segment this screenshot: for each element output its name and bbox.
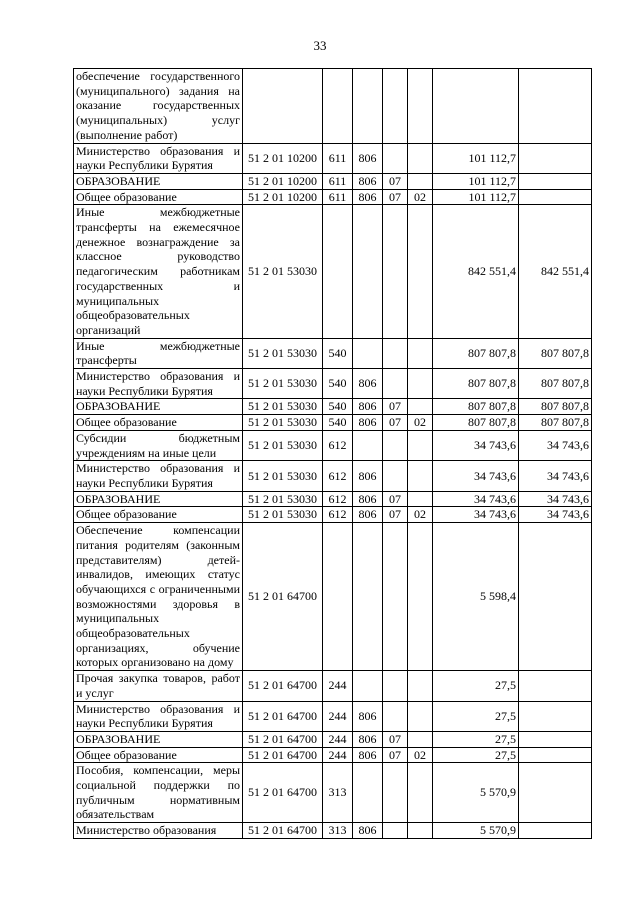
row-name-text: Министерство образования и науки Республики Бурятия [76, 701, 240, 731]
row-amount-1-text: 5 570,9 [480, 785, 516, 800]
row-name-cell [74, 671, 243, 701]
row-name-text: Обеспечение компенсации питания родителям (законным представителям) детей-инвалидов, имеющих статус обучающихся с ограниченными возможностями здоровья в муниципальных общеобразовательных организациях, обучение которых организовано на дому [76, 523, 240, 670]
row-name-text: ОБРАЗОВАНИЕ [76, 399, 161, 414]
row-amount-2-text: 842 551,4 [541, 264, 589, 279]
row-amount-1-text: 34 743,6 [474, 491, 516, 506]
budget-table-body [74, 69, 592, 839]
row-section-cell [383, 823, 408, 839]
row-amount-2-cell [519, 763, 592, 823]
row-code-cell [243, 701, 323, 731]
row-code-cell [243, 461, 323, 491]
row-code-cell [243, 523, 323, 671]
row-department-text: 806 [358, 491, 377, 506]
row-amount-1-cell [433, 430, 519, 460]
row-amount-1-cell [433, 507, 519, 523]
row-expense-type-cell [323, 173, 353, 189]
row-amount-1-text: 807 807,8 [468, 399, 516, 414]
table-row [74, 763, 592, 823]
table-row [74, 671, 592, 701]
row-name-cell [74, 205, 243, 338]
row-expense-type-cell [323, 430, 353, 460]
row-expense-type-cell [323, 701, 353, 731]
row-amount-2-text: 807 807,8 [541, 399, 589, 414]
row-expense-type-text: 313 [328, 823, 347, 838]
row-subsection-cell [408, 189, 433, 205]
row-name-text: Иные межбюджетные трансферты [76, 338, 240, 368]
row-subsection-cell [408, 69, 433, 144]
row-amount-1-text: 101 112,7 [468, 173, 516, 188]
row-subsection-cell [408, 701, 433, 731]
row-amount-1-cell [433, 461, 519, 491]
row-amount-2-cell [519, 671, 592, 701]
row-department-text: 806 [358, 468, 377, 483]
row-expense-type-cell [323, 747, 353, 763]
row-name-cell [74, 369, 243, 399]
row-code-cell [243, 69, 323, 144]
row-subsection-cell [408, 461, 433, 491]
row-expense-type-cell [323, 823, 353, 839]
row-code-cell [243, 415, 323, 431]
table-row [74, 461, 592, 491]
row-amount-1-text: 27,5 [495, 678, 516, 693]
row-subsection-cell [408, 671, 433, 701]
table-row [74, 823, 592, 839]
row-name-cell [74, 701, 243, 731]
row-expense-type-text: 244 [328, 708, 347, 723]
row-subsection-cell [408, 430, 433, 460]
row-department-text: 806 [358, 399, 377, 414]
row-name-cell [74, 747, 243, 763]
row-name-text: ОБРАЗОВАНИЕ [76, 491, 161, 506]
row-amount-2-text: 34 743,6 [547, 491, 589, 506]
row-department-cell [353, 189, 383, 205]
row-expense-type-text: 612 [328, 491, 347, 506]
row-expense-type-cell [323, 189, 353, 205]
row-name-text: ОБРАЗОВАНИЕ [76, 731, 161, 746]
row-expense-type-cell [323, 507, 353, 523]
row-amount-2-cell [519, 369, 592, 399]
row-expense-type-cell [323, 491, 353, 507]
table-row [74, 415, 592, 431]
row-amount-1-cell [433, 671, 519, 701]
row-name-text: Министерство образования [76, 823, 217, 838]
row-expense-type-cell [323, 731, 353, 747]
row-name-cell [74, 461, 243, 491]
row-department-cell [353, 701, 383, 731]
row-expense-type-cell [323, 461, 353, 491]
row-department-text: 806 [358, 507, 377, 522]
row-section-text: 07 [389, 399, 401, 414]
row-amount-2-text: 807 807,8 [541, 346, 589, 360]
row-amount-2-text: 807 807,8 [541, 415, 589, 430]
row-section-cell [383, 523, 408, 671]
row-section-cell [383, 189, 408, 205]
row-department-text: 806 [358, 823, 377, 838]
row-code-text: 51 2 01 53030 [248, 376, 317, 391]
row-department-cell [353, 338, 383, 368]
row-code-cell [243, 507, 323, 523]
row-code-text: 51 2 01 53030 [248, 399, 317, 414]
row-name-cell [74, 399, 243, 415]
row-code-text: 51 2 01 64700 [248, 678, 317, 693]
row-code-text: 51 2 01 53030 [248, 491, 317, 506]
row-code-text: 51 2 01 64700 [248, 589, 317, 604]
row-department-text: 806 [358, 747, 377, 762]
row-amount-1-text: 34 743,6 [474, 468, 516, 483]
row-expense-type-text: 244 [328, 678, 347, 693]
row-expense-type-text: 611 [328, 173, 347, 188]
row-name-text: Общее образование [76, 747, 177, 762]
row-amount-2-text: 34 743,6 [547, 438, 589, 453]
row-section-cell [383, 430, 408, 460]
row-department-cell [353, 671, 383, 701]
row-expense-type-cell [323, 69, 353, 144]
row-section-cell [383, 671, 408, 701]
row-subsection-cell [408, 823, 433, 839]
row-amount-2-cell [519, 731, 592, 747]
row-code-cell [243, 747, 323, 763]
row-amount-1-cell [433, 491, 519, 507]
row-name-text: ОБРАЗОВАНИЕ [76, 173, 161, 188]
row-name-cell [74, 173, 243, 189]
row-amount-1-text: 34 743,6 [474, 438, 516, 453]
row-department-cell [353, 507, 383, 523]
row-code-text: 51 2 01 53030 [248, 438, 317, 453]
row-name-text: Министерство образования и науки Республики Бурятия [76, 369, 240, 398]
table-row [74, 338, 592, 368]
table-row [74, 491, 592, 507]
row-expense-type-cell [323, 763, 353, 823]
row-amount-1-cell [433, 69, 519, 144]
page-number: 33 [313, 38, 327, 53]
row-expense-type-text: 244 [328, 731, 347, 746]
row-amount-1-cell [433, 763, 519, 823]
row-name-text: обеспечение государственного (муниципального) задания на оказание государственных (муниципальных) услуг (выполнение работ) [76, 69, 240, 142]
row-code-text: 51 2 01 64700 [248, 708, 317, 723]
row-amount-1-cell [433, 205, 519, 338]
table-row [74, 747, 592, 763]
row-department-text: 806 [358, 376, 377, 391]
row-expense-type-text: 611 [328, 189, 347, 204]
row-code-cell [243, 369, 323, 399]
row-department-text: 806 [358, 173, 377, 188]
row-subsection-cell [408, 731, 433, 747]
row-name-cell [74, 731, 243, 747]
row-code-text: 51 2 01 64700 [248, 731, 317, 746]
row-amount-2-cell [519, 189, 592, 205]
row-expense-type-text: 612 [328, 507, 347, 522]
row-name-cell [74, 507, 243, 523]
row-section-cell [383, 731, 408, 747]
row-name-cell [74, 143, 243, 173]
row-name-cell [74, 763, 243, 823]
row-amount-1-text: 807 807,8 [468, 415, 516, 430]
row-department-cell [353, 430, 383, 460]
row-section-text: 07 [389, 491, 401, 506]
row-amount-2-cell [519, 69, 592, 144]
row-amount-2-cell [519, 701, 592, 731]
row-code-cell [243, 173, 323, 189]
row-amount-2-text: 34 743,6 [547, 468, 589, 483]
row-section-cell [383, 369, 408, 399]
row-code-text: 51 2 01 10200 [248, 189, 317, 204]
row-department-cell [353, 143, 383, 173]
row-expense-type-cell [323, 671, 353, 701]
row-code-text: 51 2 01 53030 [248, 346, 317, 360]
row-amount-1-cell [433, 369, 519, 399]
row-code-text: 51 2 01 10200 [248, 150, 317, 165]
budget-table [73, 68, 592, 839]
row-code-cell [243, 763, 323, 823]
row-amount-1-cell [433, 415, 519, 431]
row-name-cell [74, 338, 243, 368]
row-expense-type-cell [323, 415, 353, 431]
row-amount-1-text: 807 807,8 [468, 376, 516, 391]
row-amount-2-cell [519, 747, 592, 763]
row-amount-1-text: 101 112,7 [468, 189, 516, 204]
row-name-text: Субсидии бюджетным учреждениям на иные цели [76, 430, 240, 460]
row-name-text: Иные межбюджетные трансферты на ежемесячное денежное вознаграждение за классное руководство педагогическим работникам государственных и муниципальных общеобразовательных организаций [76, 205, 240, 337]
row-amount-1-cell [433, 747, 519, 763]
row-code-text: 51 2 01 10200 [248, 173, 317, 188]
row-amount-2-text: 807 807,8 [541, 376, 589, 391]
row-name-cell [74, 430, 243, 460]
row-department-text: 806 [358, 415, 377, 430]
table-row [74, 369, 592, 399]
row-amount-2-cell [519, 415, 592, 431]
row-section-cell [383, 491, 408, 507]
table-row [74, 189, 592, 205]
row-amount-1-text: 807 807,8 [468, 346, 516, 360]
row-amount-2-cell [519, 143, 592, 173]
row-amount-2-cell [519, 491, 592, 507]
row-section-cell [383, 415, 408, 431]
row-amount-1-text: 27,5 [495, 747, 516, 762]
row-amount-2-cell [519, 823, 592, 839]
row-amount-2-cell [519, 523, 592, 671]
row-name-cell [74, 189, 243, 205]
row-expense-type-text: 540 [328, 415, 347, 430]
row-section-cell [383, 143, 408, 173]
row-code-text: 51 2 01 53030 [248, 264, 317, 279]
row-amount-2-cell [519, 205, 592, 338]
row-subsection-cell [408, 491, 433, 507]
row-amount-2-cell [519, 461, 592, 491]
row-amount-2-cell [519, 507, 592, 523]
row-section-cell [383, 763, 408, 823]
row-amount-2-cell [519, 399, 592, 415]
row-code-text: 51 2 01 64700 [248, 747, 317, 762]
row-name-text: Общее образование [76, 189, 177, 204]
row-amount-1-text: 27,5 [495, 708, 516, 723]
row-expense-type-text: 540 [328, 346, 347, 360]
row-amount-1-cell [433, 701, 519, 731]
row-section-text: 07 [389, 173, 401, 188]
row-amount-2-text: 34 743,6 [547, 507, 589, 522]
row-section-text: 07 [389, 507, 401, 522]
row-department-text: 806 [358, 731, 377, 746]
row-expense-type-text: 540 [328, 376, 347, 391]
row-section-cell [383, 338, 408, 368]
row-expense-type-text: 313 [328, 785, 347, 800]
row-subsection-cell [408, 338, 433, 368]
row-amount-1-cell [433, 731, 519, 747]
row-department-cell [353, 747, 383, 763]
table-row [74, 205, 592, 338]
row-code-cell [243, 399, 323, 415]
row-expense-type-cell [323, 143, 353, 173]
row-department-text: 806 [358, 189, 377, 204]
row-section-cell [383, 747, 408, 763]
row-department-cell [353, 205, 383, 338]
row-subsection-cell [408, 143, 433, 173]
row-code-text: 51 2 01 53030 [248, 415, 317, 430]
row-section-cell [383, 507, 408, 523]
row-subsection-text: 02 [414, 507, 426, 522]
row-expense-type-cell [323, 205, 353, 338]
row-department-cell [353, 523, 383, 671]
row-amount-1-text: 5 570,9 [480, 823, 516, 838]
row-code-cell [243, 205, 323, 338]
row-code-cell [243, 671, 323, 701]
row-code-cell [243, 143, 323, 173]
row-amount-1-cell [433, 823, 519, 839]
row-section-cell [383, 205, 408, 338]
row-name-cell [74, 523, 243, 671]
row-code-text: 51 2 01 53030 [248, 468, 317, 483]
row-section-text: 07 [389, 747, 401, 762]
row-department-text: 806 [358, 150, 377, 165]
row-section-cell [383, 701, 408, 731]
row-code-text: 51 2 01 64700 [248, 785, 317, 800]
row-amount-1-text: 101 112,7 [468, 150, 516, 165]
row-department-cell [353, 69, 383, 144]
table-row [74, 731, 592, 747]
row-subsection-cell [408, 205, 433, 338]
row-subsection-cell [408, 747, 433, 763]
row-amount-1-text: 34 743,6 [474, 507, 516, 522]
row-amount-2-cell [519, 430, 592, 460]
row-subsection-text: 02 [414, 189, 426, 204]
row-code-cell [243, 430, 323, 460]
row-expense-type-text: 244 [328, 747, 347, 762]
row-amount-2-cell [519, 338, 592, 368]
row-code-cell [243, 338, 323, 368]
row-amount-1-text: 5 598,4 [480, 589, 516, 604]
row-amount-1-text: 842 551,4 [468, 264, 516, 279]
row-code-cell [243, 491, 323, 507]
row-section-cell [383, 69, 408, 144]
row-expense-type-cell [323, 523, 353, 671]
row-name-text: Общее образование [76, 415, 177, 430]
row-department-cell [353, 173, 383, 189]
row-name-cell [74, 491, 243, 507]
row-subsection-cell [408, 523, 433, 671]
row-subsection-cell [408, 369, 433, 399]
row-section-text: 07 [389, 415, 401, 430]
row-code-cell [243, 189, 323, 205]
row-subsection-cell [408, 415, 433, 431]
table-row [74, 399, 592, 415]
table-row [74, 523, 592, 671]
row-amount-2-cell [519, 173, 592, 189]
row-name-cell [74, 415, 243, 431]
row-name-cell [74, 69, 243, 144]
row-expense-type-text: 612 [328, 438, 347, 453]
row-section-cell [383, 173, 408, 189]
row-expense-type-text: 612 [328, 468, 347, 483]
row-section-cell [383, 399, 408, 415]
row-department-cell [353, 823, 383, 839]
row-amount-1-cell [433, 189, 519, 205]
row-expense-type-cell [323, 399, 353, 415]
table-row [74, 69, 592, 144]
row-name-text: Министерство образования и науки Республики Бурятия [76, 461, 240, 490]
row-code-text: 51 2 01 64700 [248, 823, 317, 838]
row-amount-1-cell [433, 143, 519, 173]
row-code-cell [243, 823, 323, 839]
row-name-cell [74, 823, 243, 839]
table-row [74, 173, 592, 189]
row-subsection-text: 02 [414, 747, 426, 762]
row-department-cell [353, 461, 383, 491]
row-department-cell [353, 491, 383, 507]
row-subsection-cell [408, 399, 433, 415]
row-department-cell [353, 763, 383, 823]
row-code-cell [243, 731, 323, 747]
row-expense-type-text: 611 [328, 150, 347, 165]
row-amount-1-cell [433, 173, 519, 189]
row-name-text: Пособия, компенсации, меры социальной поддержки по публичным нормативным обязательствам [76, 763, 240, 822]
table-row [74, 507, 592, 523]
row-section-text: 07 [389, 189, 401, 204]
table-row [74, 430, 592, 460]
row-expense-type-text: 540 [328, 399, 347, 414]
row-expense-type-cell [323, 369, 353, 399]
row-department-text: 806 [358, 708, 377, 723]
row-department-cell [353, 415, 383, 431]
row-name-text: Общее образование [76, 507, 177, 522]
row-section-cell [383, 461, 408, 491]
row-department-cell [353, 369, 383, 399]
row-name-text: Прочая закупка товаров, работ и услуг [76, 671, 240, 700]
table-row [74, 701, 592, 731]
row-amount-1-cell [433, 399, 519, 415]
row-subsection-text: 02 [414, 415, 426, 430]
row-subsection-cell [408, 763, 433, 823]
row-section-text: 07 [389, 731, 401, 746]
row-department-cell [353, 731, 383, 747]
row-name-text: Министерство образования и науки Республики Бурятия [76, 143, 240, 173]
row-subsection-cell [408, 173, 433, 189]
row-subsection-cell [408, 507, 433, 523]
row-amount-1-cell [433, 338, 519, 368]
row-amount-1-text: 27,5 [495, 731, 516, 746]
row-code-text: 51 2 01 53030 [248, 507, 317, 522]
row-expense-type-cell [323, 338, 353, 368]
table-row [74, 143, 592, 173]
row-amount-1-cell [433, 523, 519, 671]
row-department-cell [353, 399, 383, 415]
